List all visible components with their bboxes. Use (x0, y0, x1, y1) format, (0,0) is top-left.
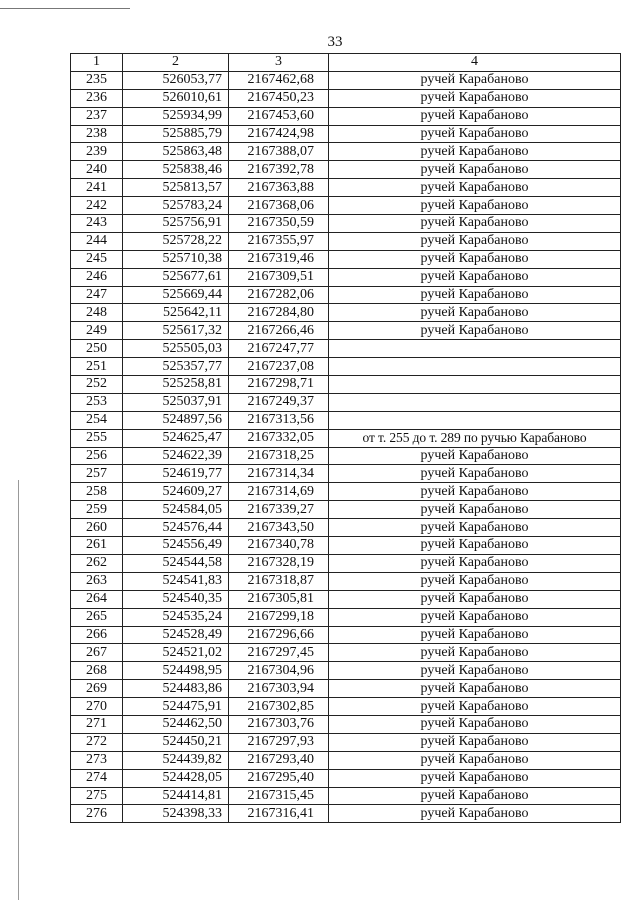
x-coordinate-cell: 524439,82 (123, 751, 229, 769)
table-row (71, 71, 621, 89)
point-number-cell: 265 (71, 608, 123, 626)
y-coordinate-cell: 2167355,97 (229, 232, 329, 250)
description-cell: ручей Карабаново (329, 537, 621, 555)
x-coordinate-cell: 524584,05 (123, 501, 229, 519)
point-number-cell: 273 (71, 751, 123, 769)
y-coordinate-cell: 2167247,77 (229, 340, 329, 358)
table-row (71, 483, 621, 501)
description-cell: ручей Карабаново (329, 250, 621, 268)
scan-edge-line (18, 480, 19, 900)
column-header-x: 2 (123, 54, 229, 72)
x-coordinate-cell: 526053,77 (123, 71, 229, 89)
x-coordinate-cell: 524498,95 (123, 662, 229, 680)
y-coordinate-cell: 2167296,66 (229, 626, 329, 644)
description-cell: ручей Карабаново (329, 787, 621, 805)
description-cell: ручей Карабаново (329, 751, 621, 769)
column-header-y: 3 (229, 54, 329, 72)
y-coordinate-cell: 2167266,46 (229, 322, 329, 340)
x-coordinate-cell: 525710,38 (123, 250, 229, 268)
description-cell: ручей Карабаново (329, 662, 621, 680)
x-coordinate-cell: 524428,05 (123, 769, 229, 787)
description-cell: ручей Карабаново (329, 125, 621, 143)
x-coordinate-cell: 525669,44 (123, 286, 229, 304)
table-row (71, 268, 621, 286)
x-coordinate-cell: 525728,22 (123, 232, 229, 250)
x-coordinate-cell: 525357,77 (123, 358, 229, 376)
table-row (71, 304, 621, 322)
x-coordinate-cell: 525642,11 (123, 304, 229, 322)
description-cell: ручей Карабаново (329, 465, 621, 483)
x-coordinate-cell: 525783,24 (123, 197, 229, 215)
x-coordinate-cell: 524398,33 (123, 805, 229, 823)
table-row (71, 143, 621, 161)
y-coordinate-cell: 2167282,06 (229, 286, 329, 304)
description-cell: ручей Карабаново (329, 483, 621, 501)
x-coordinate-cell: 525505,03 (123, 340, 229, 358)
point-number-cell: 242 (71, 197, 123, 215)
point-number-cell: 264 (71, 590, 123, 608)
table-row (71, 501, 621, 519)
y-coordinate-cell: 2167284,80 (229, 304, 329, 322)
point-number-cell: 246 (71, 268, 123, 286)
table-header-row (71, 54, 621, 72)
point-number-cell: 268 (71, 662, 123, 680)
x-coordinate-cell: 524541,83 (123, 572, 229, 590)
x-coordinate-cell: 525037,91 (123, 393, 229, 411)
description-cell: ручей Карабаново (329, 519, 621, 537)
y-coordinate-cell: 2167328,19 (229, 554, 329, 572)
description-cell: ручей Карабаново (329, 626, 621, 644)
x-coordinate-cell: 524622,39 (123, 447, 229, 465)
x-coordinate-cell: 524535,24 (123, 608, 229, 626)
point-number-cell: 238 (71, 125, 123, 143)
y-coordinate-cell: 2167314,69 (229, 483, 329, 501)
y-coordinate-cell: 2167392,78 (229, 161, 329, 179)
description-cell: ручей Карабаново (329, 501, 621, 519)
x-coordinate-cell: 524475,91 (123, 698, 229, 716)
point-number-cell: 261 (71, 537, 123, 555)
scan-edge-line (0, 8, 130, 9)
point-number-cell: 248 (71, 304, 123, 322)
table-row (71, 751, 621, 769)
table-row (71, 125, 621, 143)
y-coordinate-cell: 2167314,34 (229, 465, 329, 483)
x-coordinate-cell: 525813,57 (123, 179, 229, 197)
point-number-cell: 260 (71, 519, 123, 537)
y-coordinate-cell: 2167295,40 (229, 769, 329, 787)
y-coordinate-cell: 2167309,51 (229, 268, 329, 286)
table-row (71, 680, 621, 698)
y-coordinate-cell: 2167249,37 (229, 393, 329, 411)
y-coordinate-cell: 2167297,45 (229, 644, 329, 662)
y-coordinate-cell: 2167304,96 (229, 662, 329, 680)
description-cell: ручей Карабаново (329, 608, 621, 626)
point-number-cell: 235 (71, 71, 123, 89)
coordinates-table (70, 53, 621, 823)
x-coordinate-cell: 524625,47 (123, 429, 229, 447)
table-row (71, 179, 621, 197)
description-cell (329, 393, 621, 411)
table-row (71, 393, 621, 411)
description-cell: от т. 255 до т. 289 по ручью Карабаново (329, 429, 621, 447)
y-coordinate-cell: 2167450,23 (229, 89, 329, 107)
table-row (71, 161, 621, 179)
point-number-cell: 251 (71, 358, 123, 376)
point-number-cell: 254 (71, 411, 123, 429)
description-cell (329, 376, 621, 394)
point-number-cell: 259 (71, 501, 123, 519)
description-cell: ручей Карабаново (329, 322, 621, 340)
point-number-cell: 276 (71, 805, 123, 823)
x-coordinate-cell: 524609,27 (123, 483, 229, 501)
x-coordinate-cell: 525756,91 (123, 215, 229, 233)
description-cell: ручей Карабаново (329, 179, 621, 197)
y-coordinate-cell: 2167332,05 (229, 429, 329, 447)
x-coordinate-cell: 524576,44 (123, 519, 229, 537)
y-coordinate-cell: 2167315,45 (229, 787, 329, 805)
column-header-point-number: 1 (71, 54, 123, 72)
table-row (71, 250, 621, 268)
y-coordinate-cell: 2167302,85 (229, 698, 329, 716)
x-coordinate-cell: 524414,81 (123, 787, 229, 805)
description-cell: ручей Карабаново (329, 733, 621, 751)
description-cell: ручей Карабаново (329, 71, 621, 89)
description-cell: ручей Карабаново (329, 268, 621, 286)
table-row (71, 215, 621, 233)
point-number-cell: 250 (71, 340, 123, 358)
x-coordinate-cell: 524528,49 (123, 626, 229, 644)
point-number-cell: 257 (71, 465, 123, 483)
y-coordinate-cell: 2167368,06 (229, 197, 329, 215)
y-coordinate-cell: 2167363,88 (229, 179, 329, 197)
point-number-cell: 272 (71, 733, 123, 751)
y-coordinate-cell: 2167305,81 (229, 590, 329, 608)
y-coordinate-cell: 2167298,71 (229, 376, 329, 394)
x-coordinate-cell: 525863,48 (123, 143, 229, 161)
description-cell: ручей Карабаново (329, 805, 621, 823)
y-coordinate-cell: 2167339,27 (229, 501, 329, 519)
description-cell: ручей Карабаново (329, 590, 621, 608)
x-coordinate-cell: 524483,86 (123, 680, 229, 698)
description-cell: ручей Карабаново (329, 304, 621, 322)
point-number-cell: 241 (71, 179, 123, 197)
x-coordinate-cell: 524540,35 (123, 590, 229, 608)
table-row (71, 89, 621, 107)
table-row (71, 376, 621, 394)
y-coordinate-cell: 2167297,93 (229, 733, 329, 751)
y-coordinate-cell: 2167462,68 (229, 71, 329, 89)
x-coordinate-cell: 525838,46 (123, 161, 229, 179)
table-row (71, 429, 621, 447)
page-number: 33 (327, 34, 343, 50)
table-row (71, 572, 621, 590)
table-row (71, 644, 621, 662)
y-coordinate-cell: 2167303,94 (229, 680, 329, 698)
table-row (71, 733, 621, 751)
point-number-cell: 266 (71, 626, 123, 644)
point-number-cell: 256 (71, 447, 123, 465)
point-number-cell: 245 (71, 250, 123, 268)
y-coordinate-cell: 2167424,98 (229, 125, 329, 143)
description-cell (329, 411, 621, 429)
y-coordinate-cell: 2167319,46 (229, 250, 329, 268)
y-coordinate-cell: 2167303,76 (229, 715, 329, 733)
point-number-cell: 269 (71, 680, 123, 698)
x-coordinate-cell: 526010,61 (123, 89, 229, 107)
point-number-cell: 239 (71, 143, 123, 161)
column-header-description: 4 (329, 54, 621, 72)
table-row (71, 537, 621, 555)
description-cell: ручей Карабаново (329, 89, 621, 107)
table-row (71, 769, 621, 787)
description-cell (329, 340, 621, 358)
description-cell: ручей Карабаново (329, 143, 621, 161)
point-number-cell: 262 (71, 554, 123, 572)
table-row (71, 107, 621, 125)
description-cell: ручей Карабаново (329, 161, 621, 179)
x-coordinate-cell: 525885,79 (123, 125, 229, 143)
table-row (71, 465, 621, 483)
y-coordinate-cell: 2167237,08 (229, 358, 329, 376)
point-number-cell: 275 (71, 787, 123, 805)
y-coordinate-cell: 2167299,18 (229, 608, 329, 626)
table-row (71, 608, 621, 626)
description-cell: ручей Карабаново (329, 286, 621, 304)
table-row (71, 197, 621, 215)
point-number-cell: 263 (71, 572, 123, 590)
point-number-cell: 255 (71, 429, 123, 447)
description-cell: ручей Карабаново (329, 698, 621, 716)
point-number-cell: 253 (71, 393, 123, 411)
point-number-cell: 274 (71, 769, 123, 787)
y-coordinate-cell: 2167293,40 (229, 751, 329, 769)
point-number-cell: 243 (71, 215, 123, 233)
description-cell: ручей Карабаново (329, 680, 621, 698)
description-cell: ручей Карабаново (329, 715, 621, 733)
description-cell: ручей Карабаново (329, 197, 621, 215)
table-row (71, 590, 621, 608)
y-coordinate-cell: 2167340,78 (229, 537, 329, 555)
x-coordinate-cell: 524450,21 (123, 733, 229, 751)
point-number-cell: 236 (71, 89, 123, 107)
x-coordinate-cell: 525258,81 (123, 376, 229, 394)
y-coordinate-cell: 2167388,07 (229, 143, 329, 161)
point-number-cell: 237 (71, 107, 123, 125)
description-cell: ручей Карабаново (329, 215, 621, 233)
table-row (71, 787, 621, 805)
table-row (71, 662, 621, 680)
description-cell: ручей Карабаново (329, 554, 621, 572)
y-coordinate-cell: 2167313,56 (229, 411, 329, 429)
point-number-cell: 240 (71, 161, 123, 179)
table-row (71, 322, 621, 340)
point-number-cell: 271 (71, 715, 123, 733)
x-coordinate-cell: 524544,58 (123, 554, 229, 572)
x-coordinate-cell: 524462,50 (123, 715, 229, 733)
description-cell: ручей Карабаново (329, 769, 621, 787)
table-row (71, 411, 621, 429)
x-coordinate-cell: 525617,32 (123, 322, 229, 340)
description-cell (329, 358, 621, 376)
table-row (71, 286, 621, 304)
table-row (71, 554, 621, 572)
y-coordinate-cell: 2167316,41 (229, 805, 329, 823)
description-cell: ручей Карабаново (329, 644, 621, 662)
y-coordinate-cell: 2167318,87 (229, 572, 329, 590)
x-coordinate-cell: 524556,49 (123, 537, 229, 555)
point-number-cell: 247 (71, 286, 123, 304)
point-number-cell: 270 (71, 698, 123, 716)
table-row (71, 698, 621, 716)
point-number-cell: 244 (71, 232, 123, 250)
x-coordinate-cell: 525677,61 (123, 268, 229, 286)
table-row (71, 340, 621, 358)
x-coordinate-cell: 524521,02 (123, 644, 229, 662)
description-cell: ручей Карабаново (329, 447, 621, 465)
description-cell: ручей Карабаново (329, 107, 621, 125)
table-body (71, 71, 621, 822)
table-row (71, 519, 621, 537)
point-number-cell: 258 (71, 483, 123, 501)
y-coordinate-cell: 2167318,25 (229, 447, 329, 465)
table-row (71, 358, 621, 376)
table-row (71, 626, 621, 644)
table-row (71, 447, 621, 465)
table-row (71, 715, 621, 733)
x-coordinate-cell: 524619,77 (123, 465, 229, 483)
table-row (71, 232, 621, 250)
x-coordinate-cell: 525934,99 (123, 107, 229, 125)
y-coordinate-cell: 2167453,60 (229, 107, 329, 125)
table-row (71, 805, 621, 823)
point-number-cell: 249 (71, 322, 123, 340)
y-coordinate-cell: 2167350,59 (229, 215, 329, 233)
description-cell: ручей Карабаново (329, 232, 621, 250)
x-coordinate-cell: 524897,56 (123, 411, 229, 429)
point-number-cell: 252 (71, 376, 123, 394)
description-cell: ручей Карабаново (329, 572, 621, 590)
point-number-cell: 267 (71, 644, 123, 662)
y-coordinate-cell: 2167343,50 (229, 519, 329, 537)
